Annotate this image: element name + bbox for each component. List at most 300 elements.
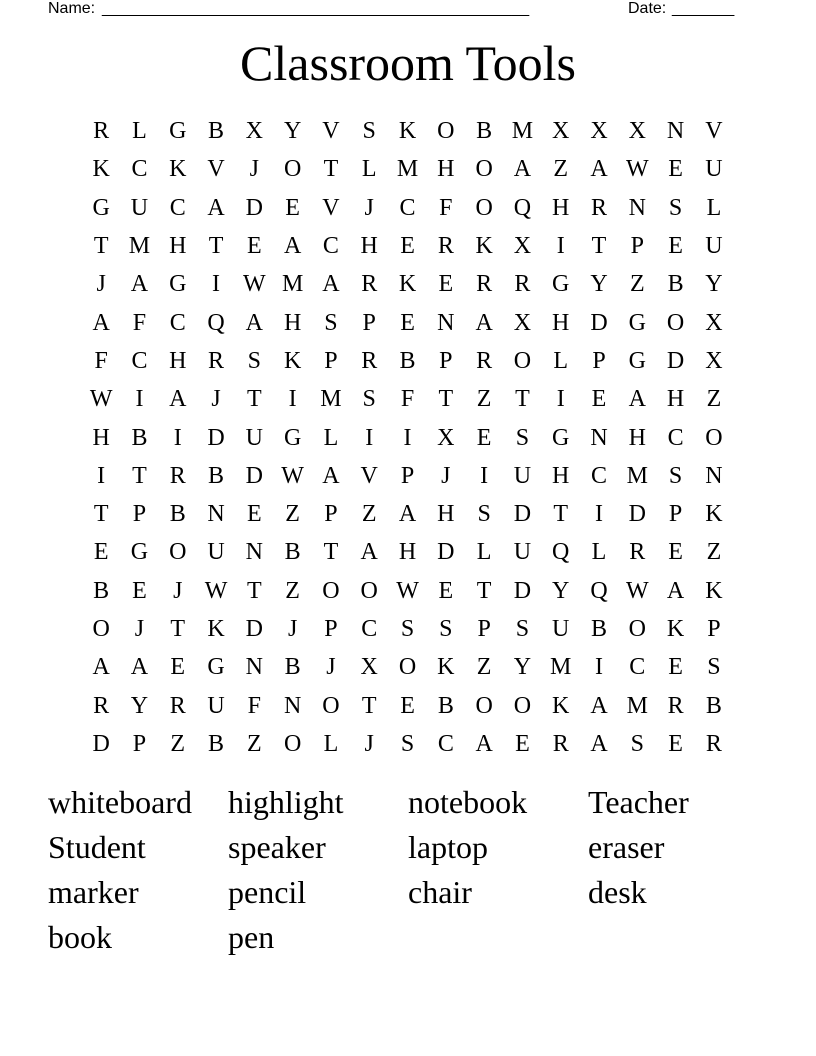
grid-cell: I bbox=[556, 386, 565, 413]
word-list-item: whiteboard bbox=[48, 784, 192, 820]
grid-cell: P bbox=[477, 616, 491, 642]
grid-cell: W bbox=[396, 577, 419, 604]
grid-cell: D bbox=[92, 730, 110, 757]
grid-cell: J bbox=[364, 730, 374, 757]
grid-cell: J bbox=[134, 616, 145, 642]
grid-cell: B bbox=[131, 424, 148, 451]
grid-cell: R bbox=[93, 692, 110, 719]
grid-cell: A bbox=[92, 654, 110, 681]
grid-cell: M bbox=[511, 118, 534, 145]
grid-cell: M bbox=[550, 654, 572, 681]
grid-cell: E bbox=[476, 424, 492, 451]
grid-cell: K bbox=[169, 156, 187, 183]
grid-cell: P bbox=[592, 347, 606, 374]
page-title: Classroom Tools bbox=[240, 35, 576, 91]
grid-cell: E bbox=[400, 233, 415, 260]
grid-cell: A bbox=[590, 156, 608, 183]
grid-cell: O bbox=[437, 118, 455, 145]
grid-cell: H bbox=[552, 462, 570, 489]
grid-cell: R bbox=[552, 730, 569, 757]
grid-cell: R bbox=[93, 118, 110, 145]
grid-cell: O bbox=[322, 692, 340, 719]
grid-cell: I bbox=[595, 654, 603, 681]
grid-cell: B bbox=[476, 118, 493, 145]
grid-cell: F bbox=[400, 386, 415, 413]
grid-cell: E bbox=[285, 194, 300, 221]
grid-cell: P bbox=[630, 233, 644, 260]
grid-cell: O bbox=[513, 692, 532, 719]
grid-cell: H bbox=[437, 501, 455, 528]
grid-cell: C bbox=[322, 233, 339, 260]
grid-cell: H bbox=[283, 309, 302, 336]
grid-cell: X bbox=[513, 309, 532, 336]
word-list-item: desk bbox=[588, 874, 647, 910]
grid-cell: F bbox=[247, 692, 262, 719]
grid-cell: J bbox=[249, 156, 259, 183]
grid-cell: T bbox=[323, 539, 339, 566]
grid-cell: Q bbox=[513, 194, 532, 221]
grid-cell: R bbox=[667, 692, 684, 719]
grid-cell: B bbox=[208, 118, 225, 145]
grid-cell: G bbox=[628, 309, 646, 336]
grid-cell: K bbox=[437, 654, 455, 681]
grid-cell: I bbox=[595, 501, 603, 528]
grid-cell: A bbox=[322, 462, 340, 489]
grid-cell: G bbox=[92, 194, 110, 221]
grid-cell: N bbox=[283, 692, 302, 719]
grid-cell: D bbox=[245, 616, 263, 642]
grid-cell: B bbox=[399, 347, 416, 374]
grid-cell: A bbox=[322, 271, 340, 298]
grid-cell: F bbox=[439, 194, 453, 221]
grid-cell: V bbox=[360, 462, 378, 489]
grid-cell: Z bbox=[361, 501, 377, 528]
grid-cell: D bbox=[207, 424, 225, 451]
grid-cell: B bbox=[208, 462, 225, 489]
grid-cell: E bbox=[400, 692, 415, 719]
grid-cell: Z bbox=[247, 730, 262, 757]
grid-cell: R bbox=[591, 194, 608, 221]
grid-cell: K bbox=[666, 616, 685, 642]
grid-cell: P bbox=[400, 462, 415, 489]
grid-cell: S bbox=[515, 424, 530, 451]
grid-cell: E bbox=[438, 271, 454, 298]
grid-cell: Z bbox=[285, 577, 300, 604]
grid-cell: E bbox=[400, 309, 415, 336]
grid-cell: A bbox=[92, 309, 110, 336]
grid-cell: C bbox=[629, 654, 646, 681]
grid-cell: N bbox=[245, 654, 263, 681]
grid-cell: A bbox=[475, 730, 493, 757]
grid-cell: Z bbox=[706, 539, 722, 566]
grid-cell: D bbox=[628, 501, 646, 528]
grid-cell: D bbox=[513, 577, 532, 604]
grid-cell: A bbox=[475, 309, 493, 336]
word-list-item: pencil bbox=[228, 874, 307, 910]
grid-cell: V bbox=[207, 156, 225, 183]
grid-cell: I bbox=[135, 386, 144, 413]
grid-cell: T bbox=[132, 462, 147, 489]
word-list-item: marker bbox=[48, 874, 139, 910]
grid-cell: O bbox=[475, 194, 493, 221]
grid-cell: O bbox=[283, 730, 302, 757]
grid-cell: C bbox=[131, 347, 148, 374]
grid-cell: T bbox=[361, 692, 377, 719]
grid-cell: T bbox=[208, 233, 224, 260]
grid-cell: O bbox=[628, 616, 646, 642]
grid-cell: H bbox=[169, 347, 187, 374]
grid-cell: W bbox=[625, 577, 649, 604]
grid-cell: H bbox=[169, 233, 187, 260]
grid-cell: J bbox=[364, 194, 374, 221]
date-label: Date: bbox=[628, 0, 667, 17]
grid-cell: E bbox=[132, 577, 147, 604]
grid-cell: E bbox=[668, 233, 683, 260]
grid-cell: O bbox=[475, 156, 493, 183]
grid-cell: Z bbox=[476, 386, 492, 413]
word-list-item: Teacher bbox=[588, 784, 689, 820]
grid-cell: X bbox=[590, 118, 608, 145]
word-list-item: eraser bbox=[588, 829, 665, 865]
grid-cell: K bbox=[92, 156, 110, 183]
grid-cell: K bbox=[207, 616, 225, 642]
grid-cell: S bbox=[400, 616, 415, 642]
grid-cell: E bbox=[93, 539, 109, 566]
grid-cell: T bbox=[438, 386, 454, 413]
grid-cell: I bbox=[288, 386, 297, 413]
grid-cell: R bbox=[361, 271, 378, 298]
grid-cell: L bbox=[476, 539, 492, 566]
grid-cell: I bbox=[97, 462, 106, 489]
grid-cell: T bbox=[93, 501, 109, 528]
grid-cell: I bbox=[480, 462, 489, 489]
grid-cell: M bbox=[626, 462, 648, 489]
grid-cell: E bbox=[591, 386, 607, 413]
grid-cell: K bbox=[705, 577, 723, 604]
grid-cell: V bbox=[705, 118, 723, 145]
grid-cell: I bbox=[365, 424, 374, 451]
grid-cell: Z bbox=[285, 501, 300, 528]
grid-cell: X bbox=[437, 424, 455, 451]
grid-cell: E bbox=[668, 654, 683, 681]
grid-cell: H bbox=[92, 424, 110, 451]
grid-cell: A bbox=[666, 577, 685, 604]
grid-cell: E bbox=[247, 501, 262, 528]
grid-cell: L bbox=[323, 424, 339, 451]
grid-cell: M bbox=[626, 692, 648, 719]
grid-cell: N bbox=[628, 194, 646, 221]
grid-cell: Y bbox=[705, 271, 723, 298]
grid-cell: X bbox=[628, 118, 646, 145]
grid-cell: H bbox=[398, 539, 417, 566]
grid-cell: N bbox=[245, 539, 263, 566]
grid-cell: G bbox=[169, 118, 187, 145]
grid-cell: M bbox=[281, 271, 304, 298]
grid-cell: B bbox=[169, 501, 186, 528]
grid-cell: T bbox=[553, 501, 569, 528]
grid-cell: R bbox=[476, 271, 493, 298]
grid-cell: H bbox=[360, 233, 378, 260]
grid-cell: D bbox=[245, 194, 263, 221]
grid-cell: S bbox=[630, 730, 644, 757]
grid-cell: M bbox=[396, 156, 419, 183]
grid-cell: T bbox=[515, 386, 530, 413]
name-label: Name: bbox=[48, 0, 96, 17]
grid-cell: A bbox=[245, 309, 263, 336]
name-blank-line: ________________________________________________ bbox=[102, 0, 530, 17]
grid-cell: G bbox=[628, 347, 646, 374]
grid-cell: D bbox=[513, 501, 532, 528]
grid-cell: X bbox=[705, 347, 723, 374]
grid-cell: A bbox=[130, 654, 149, 681]
grid-cell: R bbox=[705, 730, 722, 757]
grid-cell: C bbox=[667, 424, 684, 451]
grid-cell: C bbox=[361, 616, 378, 642]
grid-cell: W bbox=[281, 462, 304, 489]
grid-cell: F bbox=[94, 347, 108, 374]
grid-cell: R bbox=[476, 347, 493, 374]
grid-cell: O bbox=[705, 424, 723, 451]
word-list-item: pen bbox=[228, 919, 275, 955]
grid-cell: L bbox=[553, 347, 569, 374]
grid-cell: J bbox=[441, 462, 451, 489]
grid-cell: I bbox=[212, 271, 221, 298]
word-list-item: highlight bbox=[228, 784, 344, 820]
grid-cell: R bbox=[169, 692, 186, 719]
grid-cell: P bbox=[132, 501, 147, 528]
grid-cell: P bbox=[132, 730, 147, 757]
grid-cell: G bbox=[552, 271, 570, 298]
grid-cell: H bbox=[666, 386, 685, 413]
grid-cell: I bbox=[556, 233, 565, 260]
grid-cell: B bbox=[284, 654, 301, 681]
grid-cell: R bbox=[514, 271, 531, 298]
word-list-item: Student bbox=[48, 829, 146, 865]
grid-cell: F bbox=[132, 309, 147, 336]
grid-cell: L bbox=[706, 194, 722, 221]
grid-cell: Z bbox=[553, 156, 569, 183]
grid-cell: R bbox=[208, 347, 225, 374]
grid-cell: S bbox=[362, 118, 376, 145]
grid-cell: R bbox=[169, 462, 186, 489]
grid-cell: L bbox=[591, 539, 607, 566]
grid-cell: Z bbox=[629, 271, 645, 298]
grid-cell: E bbox=[668, 156, 683, 183]
grid-cell: K bbox=[552, 692, 570, 719]
grid-cell: T bbox=[93, 233, 109, 260]
grid-cell: U bbox=[513, 539, 532, 566]
grid-cell: A bbox=[590, 730, 608, 757]
grid-cell: H bbox=[552, 194, 570, 221]
grid-cell: G bbox=[283, 424, 302, 451]
grid-cell: I bbox=[173, 424, 182, 451]
grid-cell: P bbox=[707, 616, 721, 642]
grid-cell: H bbox=[437, 156, 455, 183]
grid-cell: R bbox=[361, 347, 378, 374]
grid-cell: S bbox=[362, 386, 376, 413]
grid-cell: E bbox=[668, 539, 683, 566]
word-list-item: chair bbox=[408, 874, 472, 910]
grid-cell: A bbox=[207, 194, 225, 221]
grid-cell: S bbox=[707, 654, 721, 681]
grid-cell: P bbox=[324, 347, 338, 374]
grid-cell: U bbox=[705, 156, 723, 183]
grid-cell: K bbox=[283, 347, 302, 374]
grid-cell: Z bbox=[170, 730, 186, 757]
grid-cell: A bbox=[283, 233, 302, 260]
grid-cell: E bbox=[247, 233, 262, 260]
grid-cell: B bbox=[667, 271, 684, 298]
grid-cell: S bbox=[668, 194, 683, 221]
grid-cell: X bbox=[513, 233, 532, 260]
grid-cell: X bbox=[705, 309, 723, 336]
grid-cell: I bbox=[403, 424, 412, 451]
grid-cell: X bbox=[552, 118, 570, 145]
grid-cell: P bbox=[362, 309, 376, 336]
grid-cell: X bbox=[245, 118, 263, 145]
grid-cell: T bbox=[247, 577, 262, 604]
grid-cell: U bbox=[207, 539, 225, 566]
grid-cell: K bbox=[475, 233, 493, 260]
grid-cell: V bbox=[322, 118, 340, 145]
grid-cell: H bbox=[628, 424, 646, 451]
grid-cell: O bbox=[360, 577, 378, 604]
grid-cell: A bbox=[513, 156, 532, 183]
grid-cell: K bbox=[705, 501, 723, 528]
grid-cell: D bbox=[245, 462, 263, 489]
grid-cell: S bbox=[668, 462, 683, 489]
grid-cell: C bbox=[437, 730, 454, 757]
word-list-item: notebook bbox=[408, 784, 528, 820]
grid-cell: Q bbox=[207, 309, 225, 336]
grid-cell: U bbox=[207, 692, 225, 719]
grid-cell: B bbox=[93, 577, 110, 604]
grid-cell: A bbox=[169, 386, 187, 413]
grid-cell: O bbox=[666, 309, 685, 336]
grid-cell: C bbox=[399, 194, 416, 221]
grid-cell: Z bbox=[476, 654, 492, 681]
grid-cell: S bbox=[247, 347, 262, 374]
grid-cell: L bbox=[361, 156, 377, 183]
grid-cell: G bbox=[130, 539, 149, 566]
grid-cell: T bbox=[247, 386, 262, 413]
grid-cell: D bbox=[437, 539, 455, 566]
grid-cell: E bbox=[668, 730, 683, 757]
grid-cell: S bbox=[477, 501, 491, 528]
grid-cell: J bbox=[211, 386, 221, 413]
grid-cell: D bbox=[666, 347, 685, 374]
grid-cell: E bbox=[515, 730, 530, 757]
grid-cell: V bbox=[322, 194, 340, 221]
grid-cell: T bbox=[323, 156, 339, 183]
grid-cell: A bbox=[360, 539, 378, 566]
grid-cell: R bbox=[629, 539, 646, 566]
grid-cell: P bbox=[324, 616, 338, 642]
grid-cell: W bbox=[204, 577, 228, 604]
grid-cell: N bbox=[590, 424, 608, 451]
grid-cell: C bbox=[591, 462, 608, 489]
grid-cell: P bbox=[439, 347, 453, 374]
grid-cell: M bbox=[128, 233, 151, 260]
grid-cell: X bbox=[360, 654, 378, 681]
grid-cell: J bbox=[173, 577, 183, 604]
grid-cell: Y bbox=[513, 654, 532, 681]
grid-cell: R bbox=[437, 233, 454, 260]
grid-cell: Q bbox=[590, 577, 608, 604]
grid-cell: B bbox=[705, 692, 722, 719]
grid-cell: G bbox=[169, 271, 187, 298]
grid-cell: G bbox=[207, 654, 225, 681]
grid-cell: O bbox=[398, 654, 417, 681]
grid-cell: T bbox=[591, 233, 607, 260]
grid-cell: O bbox=[283, 156, 302, 183]
grid-cell: Y bbox=[283, 118, 302, 145]
grid-cell: W bbox=[625, 156, 649, 183]
grid-cell: C bbox=[169, 194, 186, 221]
grid-cell: C bbox=[131, 156, 148, 183]
grid-cell: L bbox=[323, 730, 339, 757]
grid-cell: N bbox=[207, 501, 225, 528]
grid-cell: U bbox=[513, 462, 532, 489]
grid-cell: N bbox=[666, 118, 685, 145]
grid-cell: W bbox=[243, 271, 266, 298]
grid-cell: Y bbox=[130, 692, 149, 719]
grid-cell: U bbox=[130, 194, 149, 221]
grid-cell: H bbox=[552, 309, 570, 336]
grid-cell: O bbox=[169, 539, 187, 566]
grid-cell: Y bbox=[552, 577, 570, 604]
grid-cell: S bbox=[439, 616, 453, 642]
grid-cell: G bbox=[552, 424, 570, 451]
grid-cell: N bbox=[437, 309, 455, 336]
grid-cell: A bbox=[628, 386, 646, 413]
grid-cell: K bbox=[398, 118, 417, 145]
grid-cell: T bbox=[170, 616, 186, 642]
grid-cell: E bbox=[438, 577, 454, 604]
grid-cell: K bbox=[398, 271, 417, 298]
grid-cell: O bbox=[513, 347, 532, 374]
grid-cell: J bbox=[96, 271, 106, 298]
grid-cell: P bbox=[668, 501, 683, 528]
date-blank-line: _______ bbox=[672, 0, 735, 17]
grid-cell: O bbox=[322, 577, 340, 604]
grid-cell: Q bbox=[552, 539, 570, 566]
word-list bbox=[48, 782, 768, 962]
word-list-item: speaker bbox=[228, 829, 326, 865]
word-list-item: book bbox=[48, 919, 112, 955]
grid-cell: C bbox=[169, 309, 186, 336]
grid-cell: S bbox=[324, 309, 338, 336]
grid-cell: L bbox=[132, 118, 147, 145]
grid-cell: W bbox=[89, 386, 113, 413]
grid-cell: A bbox=[590, 692, 608, 719]
grid-cell: U bbox=[552, 616, 570, 642]
grid-cell: A bbox=[398, 501, 417, 528]
grid-cell: P bbox=[324, 501, 338, 528]
letter-grid bbox=[82, 112, 733, 763]
grid-cell: T bbox=[476, 577, 492, 604]
grid-cell: O bbox=[475, 692, 493, 719]
grid-cell: B bbox=[591, 616, 608, 642]
grid-cell: B bbox=[437, 692, 454, 719]
grid-cell: E bbox=[170, 654, 186, 681]
grid-cell: S bbox=[400, 730, 415, 757]
grid-cell: M bbox=[320, 386, 342, 413]
grid-cell: O bbox=[92, 616, 110, 642]
word-list-item: laptop bbox=[408, 829, 488, 865]
grid-cell: B bbox=[284, 539, 301, 566]
grid-cell: J bbox=[287, 616, 298, 642]
